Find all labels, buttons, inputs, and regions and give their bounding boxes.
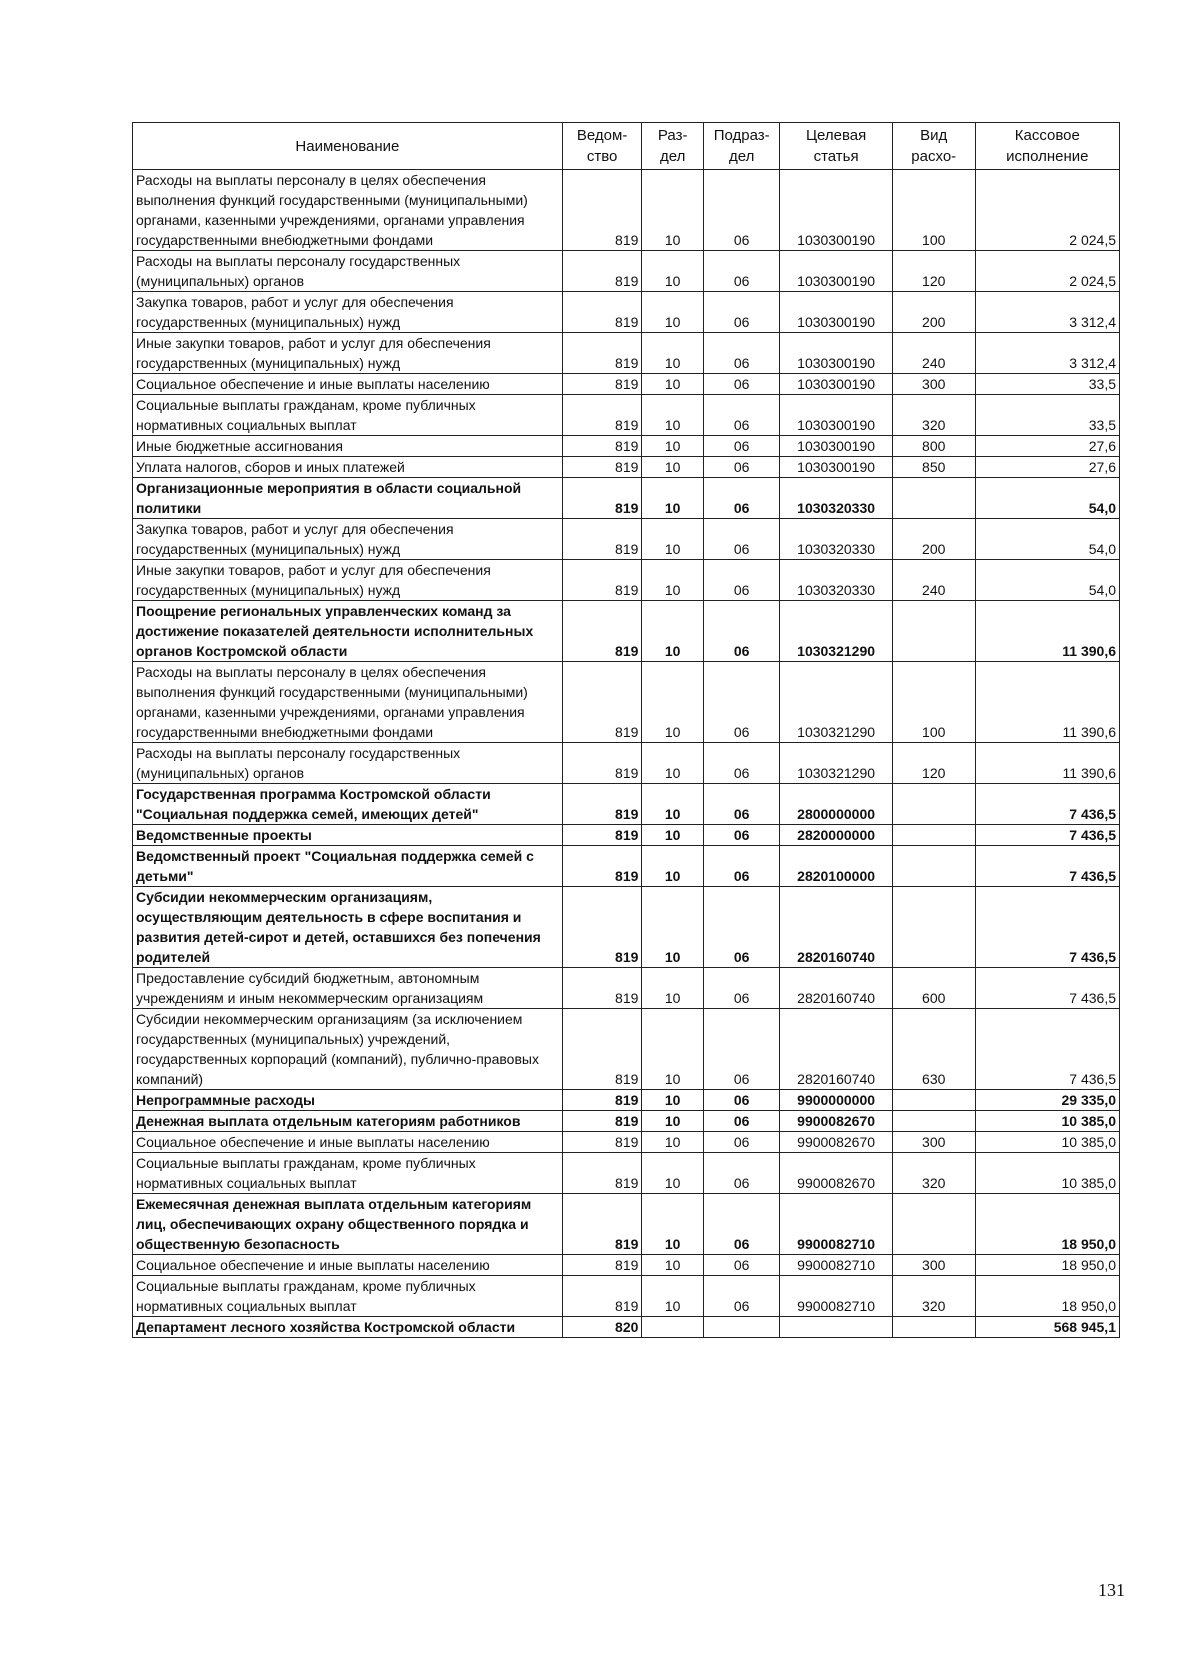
cell-name: Социальные выплаты гражданам, кроме публичных нормативных социальных выплат (133, 1153, 563, 1194)
cell-name: Социальные выплаты гражданам, кроме публичных нормативных социальных выплат (133, 395, 563, 436)
cell-type (892, 1317, 975, 1338)
header-dept: Ведом- ство (562, 123, 642, 170)
cell-target: 2820000000 (780, 825, 892, 846)
table-row (133, 846, 1120, 887)
cell-dept: 819 (562, 1255, 642, 1276)
cell-subsection: 06 (703, 292, 779, 333)
header-subsection: Подраз- дел (703, 123, 779, 170)
cell-target: 1030300190 (780, 374, 892, 395)
cell-amount: 7 436,5 (975, 887, 1119, 968)
cell-section: 10 (642, 887, 704, 968)
cell-section: 10 (642, 478, 704, 519)
cell-section (642, 1317, 704, 1338)
cell-target: 1030300190 (780, 395, 892, 436)
cell-type (892, 846, 975, 887)
cell-dept: 819 (562, 333, 642, 374)
cell-name: Субсидии некоммерческим организациям, осуществляющим деятельность в сфере воспитания и развития детей-сирот и детей, оставшихся без попечения родителей (133, 887, 563, 968)
cell-section: 10 (642, 846, 704, 887)
cell-name: Ведомственный проект "Социальная поддержка семей с детьми" (133, 846, 563, 887)
cell-type: 120 (892, 743, 975, 784)
cell-section: 10 (642, 1153, 704, 1194)
cell-subsection: 06 (703, 825, 779, 846)
cell-name: Расходы на выплаты персоналу государственных (муниципальных) органов (133, 251, 563, 292)
table-header-row (133, 123, 1120, 170)
cell-type: 630 (892, 1009, 975, 1090)
cell-type: 320 (892, 395, 975, 436)
cell-name: Социальное обеспечение и иные выплаты населению (133, 1132, 563, 1153)
cell-type: 200 (892, 519, 975, 560)
table-row (133, 1194, 1120, 1255)
table-row (133, 170, 1120, 251)
table-row (133, 825, 1120, 846)
budget-table (132, 122, 1120, 1338)
table-row (133, 478, 1120, 519)
cell-subsection: 06 (703, 1090, 779, 1111)
cell-dept: 819 (562, 601, 642, 662)
cell-amount: 10 385,0 (975, 1153, 1119, 1194)
cell-amount: 11 390,6 (975, 601, 1119, 662)
cell-target: 9900082670 (780, 1153, 892, 1194)
cell-section: 10 (642, 292, 704, 333)
table-row (133, 436, 1120, 457)
cell-amount: 18 950,0 (975, 1194, 1119, 1255)
cell-dept: 819 (562, 170, 642, 251)
cell-section: 10 (642, 251, 704, 292)
cell-name: Расходы на выплаты персоналу в целях обеспечения выполнения функций государственными (муниципальными) органами, казенными учреждениями, органами управления государственными внебюджетными фондами (133, 662, 563, 743)
cell-dept: 819 (562, 395, 642, 436)
header-amount: Кассовое исполнение (975, 123, 1119, 170)
cell-target: 1030321290 (780, 601, 892, 662)
cell-section: 10 (642, 1194, 704, 1255)
cell-subsection: 06 (703, 478, 779, 519)
cell-subsection: 06 (703, 436, 779, 457)
cell-section: 10 (642, 436, 704, 457)
table-row (133, 457, 1120, 478)
cell-type (892, 1111, 975, 1132)
table-row (133, 333, 1120, 374)
cell-dept: 819 (562, 1090, 642, 1111)
cell-section: 10 (642, 395, 704, 436)
cell-subsection: 06 (703, 1111, 779, 1132)
page-number: 131 (1098, 1580, 1125, 1600)
cell-amount: 2 024,5 (975, 251, 1119, 292)
table-row (133, 1111, 1120, 1132)
cell-subsection: 06 (703, 887, 779, 968)
cell-amount: 11 390,6 (975, 743, 1119, 784)
cell-type: 320 (892, 1276, 975, 1317)
cell-dept: 819 (562, 743, 642, 784)
cell-target: 1030321290 (780, 743, 892, 784)
cell-dept: 819 (562, 1132, 642, 1153)
cell-type (892, 784, 975, 825)
cell-name: Организационные мероприятия в области социальной политики (133, 478, 563, 519)
cell-section: 10 (642, 560, 704, 601)
header-type: Вид расхо- (892, 123, 975, 170)
cell-target: 9900000000 (780, 1090, 892, 1111)
table-row (133, 251, 1120, 292)
table-row (133, 743, 1120, 784)
cell-name: Социальное обеспечение и иные выплаты населению (133, 1255, 563, 1276)
cell-amount: 27,6 (975, 457, 1119, 478)
cell-target: 1030320330 (780, 560, 892, 601)
cell-amount: 54,0 (975, 478, 1119, 519)
cell-subsection: 06 (703, 1255, 779, 1276)
cell-dept: 819 (562, 1009, 642, 1090)
cell-name: Поощрение региональных управленческих команд за достижение показателей деятельности исполнительных органов Костромской области (133, 601, 563, 662)
cell-name: Уплата налогов, сборов и иных платежей (133, 457, 563, 478)
cell-name: Иные закупки товаров, работ и услуг для обеспечения государственных (муниципальных) нужд (133, 333, 563, 374)
header-section: Раз- дел (642, 123, 704, 170)
cell-target: 1030300190 (780, 333, 892, 374)
cell-type (892, 1090, 975, 1111)
cell-section: 10 (642, 743, 704, 784)
cell-dept: 819 (562, 825, 642, 846)
cell-type: 120 (892, 251, 975, 292)
cell-dept: 819 (562, 1276, 642, 1317)
cell-target: 9900082710 (780, 1276, 892, 1317)
cell-section: 10 (642, 1111, 704, 1132)
cell-name: Предоставление субсидий бюджетным, автономным учреждениям и иным некоммерческим организациям (133, 968, 563, 1009)
cell-section: 10 (642, 1276, 704, 1317)
cell-subsection: 06 (703, 457, 779, 478)
cell-target: 2820100000 (780, 846, 892, 887)
table-row (133, 374, 1120, 395)
cell-amount: 568 945,1 (975, 1317, 1119, 1338)
cell-section: 10 (642, 1090, 704, 1111)
cell-dept: 819 (562, 519, 642, 560)
table-row (133, 968, 1120, 1009)
cell-subsection: 06 (703, 333, 779, 374)
cell-name: Социальные выплаты гражданам, кроме публичных нормативных социальных выплат (133, 1276, 563, 1317)
cell-name: Иные закупки товаров, работ и услуг для обеспечения государственных (муниципальных) нужд (133, 560, 563, 601)
cell-target: 1030300190 (780, 436, 892, 457)
cell-target: 1030300190 (780, 170, 892, 251)
table-row (133, 1153, 1120, 1194)
cell-target: 2820160740 (780, 887, 892, 968)
cell-section: 10 (642, 519, 704, 560)
cell-amount: 11 390,6 (975, 662, 1119, 743)
header-target: Целевая статья (780, 123, 892, 170)
cell-subsection: 06 (703, 1009, 779, 1090)
cell-type: 300 (892, 374, 975, 395)
cell-type (892, 478, 975, 519)
cell-amount: 33,5 (975, 395, 1119, 436)
cell-dept: 820 (562, 1317, 642, 1338)
cell-subsection: 06 (703, 1132, 779, 1153)
cell-type: 240 (892, 333, 975, 374)
cell-section: 10 (642, 374, 704, 395)
cell-subsection: 06 (703, 784, 779, 825)
cell-dept: 819 (562, 436, 642, 457)
cell-amount: 3 312,4 (975, 333, 1119, 374)
cell-dept: 819 (562, 662, 642, 743)
cell-target: 9900082670 (780, 1111, 892, 1132)
table-row (133, 887, 1120, 968)
cell-name: Непрограммные расходы (133, 1090, 563, 1111)
cell-target: 1030320330 (780, 478, 892, 519)
cell-type (892, 825, 975, 846)
cell-target: 2800000000 (780, 784, 892, 825)
cell-name: Расходы на выплаты персоналу государственных (муниципальных) органов (133, 743, 563, 784)
cell-section: 10 (642, 825, 704, 846)
cell-name: Закупка товаров, работ и услуг для обеспечения государственных (муниципальных) нужд (133, 292, 563, 333)
cell-target: 9900082670 (780, 1132, 892, 1153)
cell-amount: 10 385,0 (975, 1132, 1119, 1153)
table-row (133, 1276, 1120, 1317)
cell-target: 1030321290 (780, 662, 892, 743)
cell-subsection: 06 (703, 662, 779, 743)
cell-subsection: 06 (703, 1276, 779, 1317)
cell-type (892, 601, 975, 662)
cell-subsection: 06 (703, 846, 779, 887)
cell-target: 2820160740 (780, 1009, 892, 1090)
cell-amount: 54,0 (975, 560, 1119, 601)
cell-target: 1030300190 (780, 251, 892, 292)
cell-name: Социальное обеспечение и иные выплаты населению (133, 374, 563, 395)
cell-amount: 10 385,0 (975, 1111, 1119, 1132)
cell-name: Департамент лесного хозяйства Костромской области (133, 1317, 563, 1338)
cell-section: 10 (642, 457, 704, 478)
cell-subsection (703, 1317, 779, 1338)
table-row (133, 1009, 1120, 1090)
cell-section: 10 (642, 333, 704, 374)
cell-subsection: 06 (703, 519, 779, 560)
cell-target: 2820160740 (780, 968, 892, 1009)
cell-type: 850 (892, 457, 975, 478)
cell-type: 300 (892, 1255, 975, 1276)
cell-target (780, 1317, 892, 1338)
table-row (133, 560, 1120, 601)
cell-type (892, 1194, 975, 1255)
table-row (133, 662, 1120, 743)
cell-dept: 819 (562, 457, 642, 478)
table-row (133, 601, 1120, 662)
cell-amount: 33,5 (975, 374, 1119, 395)
cell-subsection: 06 (703, 170, 779, 251)
cell-type (892, 887, 975, 968)
table-row (133, 1132, 1120, 1153)
cell-dept: 819 (562, 1153, 642, 1194)
table-row (133, 1255, 1120, 1276)
cell-section: 10 (642, 601, 704, 662)
table-row (133, 1090, 1120, 1111)
cell-subsection: 06 (703, 601, 779, 662)
cell-amount: 7 436,5 (975, 1009, 1119, 1090)
cell-amount: 2 024,5 (975, 170, 1119, 251)
cell-target: 1030300190 (780, 292, 892, 333)
cell-subsection: 06 (703, 395, 779, 436)
cell-section: 10 (642, 1009, 704, 1090)
cell-dept: 819 (562, 560, 642, 601)
cell-amount: 7 436,5 (975, 825, 1119, 846)
cell-dept: 819 (562, 251, 642, 292)
cell-name: Ежемесячная денежная выплата отдельным категориям лиц, обеспечивающих охрану общественного порядка и общественную безопасность (133, 1194, 563, 1255)
cell-dept: 819 (562, 887, 642, 968)
cell-target: 9900082710 (780, 1255, 892, 1276)
cell-dept: 819 (562, 784, 642, 825)
cell-subsection: 06 (703, 560, 779, 601)
cell-section: 10 (642, 968, 704, 1009)
cell-dept: 819 (562, 374, 642, 395)
cell-dept: 819 (562, 1111, 642, 1132)
cell-type: 320 (892, 1153, 975, 1194)
cell-name: Иные бюджетные ассигнования (133, 436, 563, 457)
cell-section: 10 (642, 1255, 704, 1276)
cell-subsection: 06 (703, 1153, 779, 1194)
cell-amount: 27,6 (975, 436, 1119, 457)
cell-subsection: 06 (703, 968, 779, 1009)
cell-name: Государственная программа Костромской области "Социальная поддержка семей, имеющих детей" (133, 784, 563, 825)
cell-type: 800 (892, 436, 975, 457)
table-row (133, 784, 1120, 825)
cell-dept: 819 (562, 1194, 642, 1255)
cell-type: 100 (892, 170, 975, 251)
cell-subsection: 06 (703, 374, 779, 395)
cell-subsection: 06 (703, 1194, 779, 1255)
cell-amount: 7 436,5 (975, 784, 1119, 825)
cell-target: 1030300190 (780, 457, 892, 478)
cell-type: 600 (892, 968, 975, 1009)
cell-type: 100 (892, 662, 975, 743)
cell-subsection: 06 (703, 743, 779, 784)
table-row (133, 519, 1120, 560)
table-body (133, 170, 1120, 1338)
cell-amount: 54,0 (975, 519, 1119, 560)
cell-amount: 3 312,4 (975, 292, 1119, 333)
table-row (133, 292, 1120, 333)
cell-type: 300 (892, 1132, 975, 1153)
cell-name: Субсидии некоммерческим организациям (за исключением государственных (муниципальных) учреждений, государственных корпораций (компаний), публично-правовых компаний) (133, 1009, 563, 1090)
cell-section: 10 (642, 784, 704, 825)
cell-type: 240 (892, 560, 975, 601)
cell-amount: 18 950,0 (975, 1255, 1119, 1276)
cell-amount: 7 436,5 (975, 968, 1119, 1009)
cell-dept: 819 (562, 292, 642, 333)
cell-subsection: 06 (703, 251, 779, 292)
cell-amount: 18 950,0 (975, 1276, 1119, 1317)
table-row (133, 395, 1120, 436)
cell-name: Расходы на выплаты персоналу в целях обеспечения выполнения функций государственными (муниципальными) органами, казенными учреждениями, органами управления государственными внебюджетными фондами (133, 170, 563, 251)
cell-name: Закупка товаров, работ и услуг для обеспечения государственных (муниципальных) нужд (133, 519, 563, 560)
cell-name: Денежная выплата отдельным категориям работников (133, 1111, 563, 1132)
cell-section: 10 (642, 1132, 704, 1153)
cell-type: 200 (892, 292, 975, 333)
cell-section: 10 (642, 662, 704, 743)
cell-dept: 819 (562, 478, 642, 519)
cell-target: 1030320330 (780, 519, 892, 560)
cell-section: 10 (642, 170, 704, 251)
table-row (133, 1317, 1120, 1338)
cell-dept: 819 (562, 968, 642, 1009)
cell-amount: 7 436,5 (975, 846, 1119, 887)
cell-dept: 819 (562, 846, 642, 887)
cell-target: 9900082710 (780, 1194, 892, 1255)
header-name: Наименование (133, 123, 563, 170)
cell-name: Ведомственные проекты (133, 825, 563, 846)
cell-amount: 29 335,0 (975, 1090, 1119, 1111)
